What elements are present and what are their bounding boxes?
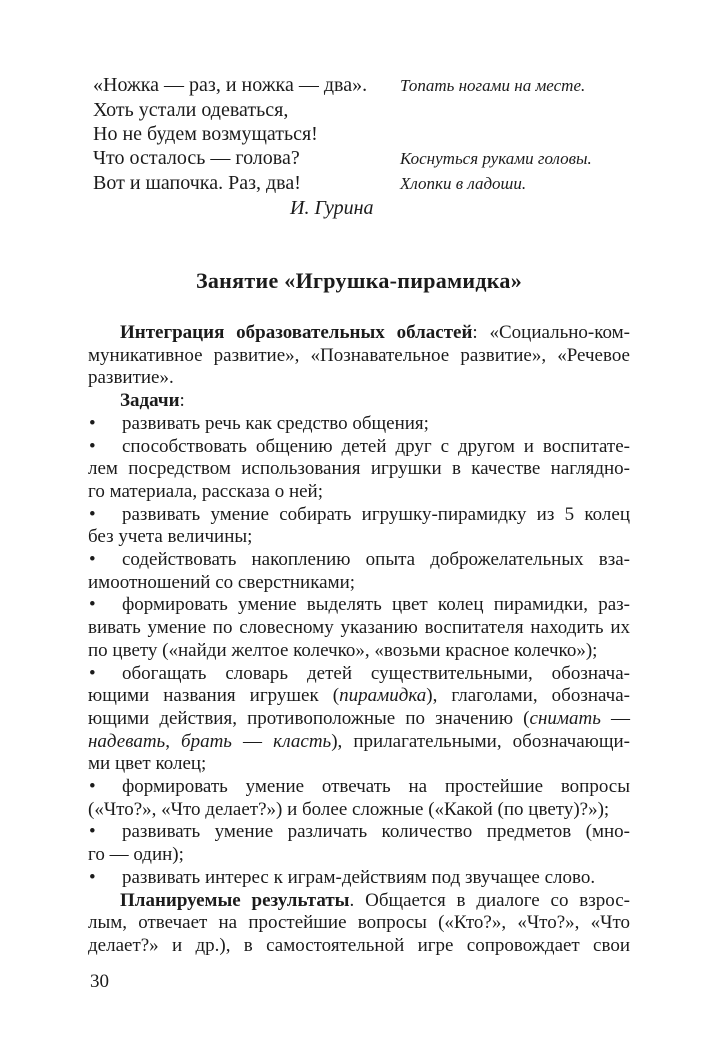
body-line	[88, 640, 630, 663]
text-segment: имоотношений со сверстниками;	[88, 571, 356, 593]
text-segment: —	[600, 707, 631, 729]
poem-row	[93, 98, 630, 122]
text-segment: —	[231, 730, 274, 752]
poem-lines	[93, 73, 630, 196]
text-segment: го — один);	[88, 844, 184, 866]
text-segment: обогащать словарь детей существительными, обознача-	[122, 662, 630, 684]
bullet-marker: •	[89, 412, 96, 434]
poem-row	[93, 171, 630, 196]
body-line	[88, 345, 630, 368]
poem-line: Вот и шапочка. Раз, два!	[93, 172, 301, 194]
bullet-marker: •	[89, 866, 96, 888]
text-segment: муникативное развитие», «Познавательное развитие», «Речевое	[88, 344, 630, 366]
bullet-marker: •	[89, 503, 96, 525]
poem-row	[93, 146, 630, 171]
text-segment: лым, отвечает на простейшие вопросы («Кто?», «Что?», «Что	[88, 912, 630, 934]
body-line	[88, 572, 630, 595]
text-segment: развивать умение различать количество предметов (мно-	[122, 821, 630, 843]
text-segment: пирамидка	[339, 685, 427, 707]
text-segment: («Что?», «Что делает?») и более сложные («Какой (по цвету)?»);	[88, 798, 610, 820]
text-segment: ,	[165, 730, 182, 752]
poem-line: Хоть устали одеваться,	[93, 99, 289, 121]
text-segment: брать	[181, 730, 232, 752]
poem-line: Что осталось — голова?	[93, 147, 300, 169]
text-segment: го материала, рассказа о ней;	[88, 480, 323, 502]
bullet-marker: •	[89, 435, 96, 457]
poem-line: «Ножка — раз, и ножка — два».	[93, 74, 368, 96]
body-line	[88, 481, 630, 504]
text-segment: . Общается в диалоге со взрос-	[349, 889, 630, 911]
lesson-body	[88, 322, 630, 958]
bullet-marker: •	[89, 776, 96, 798]
body-line	[88, 890, 630, 913]
text-segment: ющими действия, противоположные по значению (	[88, 707, 530, 729]
poem-row	[93, 73, 630, 98]
body-line	[88, 526, 630, 549]
bullet-marker: •	[89, 594, 96, 616]
poem-author: И. Гурина	[290, 197, 374, 219]
poem-line: Но не будем возмущаться!	[93, 123, 318, 145]
text-segment: :	[179, 390, 185, 412]
text-segment: формировать умение отвечать на простейшие вопросы	[122, 776, 630, 798]
poem-section	[93, 73, 630, 220]
body-line	[88, 935, 630, 958]
body-line	[88, 367, 630, 390]
text-segment: Интеграция образовательных областей	[120, 322, 473, 343]
body-line	[88, 504, 630, 527]
text-segment: развивать умение собирать игрушку-пирамидку из 5 колец	[122, 503, 630, 525]
body-line	[88, 912, 630, 935]
text-segment: Планируемые результаты	[120, 889, 350, 911]
text-segment: содействовать накоплению опыта доброжелательных вза-	[122, 549, 630, 571]
text-segment: ), глаголами, обознача-	[426, 685, 631, 707]
body-line	[88, 594, 630, 617]
text-segment: ющими названия игрушек (	[88, 685, 340, 707]
poem-stage-direction: Топать ногами на месте.	[400, 76, 586, 95]
body-line	[88, 776, 630, 799]
body-line	[88, 322, 630, 345]
text-segment: формировать умение выделять цвет колец пирамидки, раз-	[122, 594, 630, 616]
text-segment: снимать	[529, 707, 601, 729]
text-segment: вивать умение по словесному указанию воспитателя находить их	[88, 617, 630, 639]
body-line	[88, 731, 630, 754]
body-line	[88, 663, 630, 686]
poem-stage-direction: Хлопки в ладоши.	[400, 174, 527, 193]
text-segment: ), прилагательными, обозначающи-	[331, 730, 630, 752]
body-line	[88, 753, 630, 776]
body-line	[88, 821, 630, 844]
body-line	[88, 458, 630, 481]
section-heading: Занятие «Игрушка-пирамидка»	[195, 268, 523, 293]
text-segment: способствовать общению детей друг с другом и воспитате-	[122, 435, 630, 457]
text-segment: делает?» и др.), в самостоятельной игре сопровождает свои	[88, 934, 630, 956]
bullet-marker: •	[89, 821, 96, 843]
text-segment: надевать	[88, 730, 166, 752]
text-segment: Задачи	[120, 390, 180, 412]
text-segment: без учета величины;	[88, 526, 253, 548]
bullet-marker: •	[89, 662, 96, 684]
poem-row	[93, 122, 630, 146]
poem-stage-direction: Коснуться руками головы.	[400, 149, 592, 168]
body-line	[88, 685, 630, 708]
text-segment: класть	[273, 730, 332, 752]
text-segment: по цвету («найди желтое колечко», «возьми красное колечко»);	[88, 639, 598, 661]
body-line	[88, 390, 630, 413]
bullet-marker: •	[89, 549, 96, 571]
text-segment: : «Социально-ком-	[472, 322, 630, 343]
text-segment: лем посредством использования игрушки в качестве наглядно-	[88, 458, 630, 480]
body-line	[88, 549, 630, 572]
body-line	[88, 844, 630, 867]
text-segment: развивать речь как средство общения;	[122, 412, 429, 434]
text-segment: ми цвет колец;	[88, 753, 207, 775]
body-line	[88, 867, 630, 890]
page-number: 30	[90, 971, 109, 992]
body-line	[88, 708, 630, 731]
text-segment: развивать интерес к играм-действиям под звучащее слово.	[122, 866, 596, 888]
body-line	[88, 799, 630, 822]
body-line	[88, 436, 630, 459]
body-line	[88, 617, 630, 640]
text-segment: развитие».	[88, 367, 174, 389]
body-line	[88, 413, 630, 436]
